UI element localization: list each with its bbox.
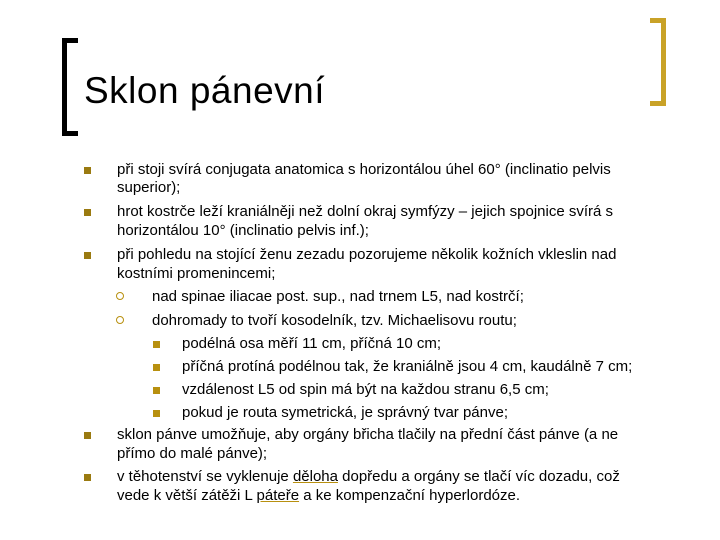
bullet-3-subsub-1: podélná osa měří 11 cm, příčná 10 cm; [182,335,442,352]
bullet-3-sub-2: dohromady to tvoří kosodelník, tzv. Michaelisovu routu; [152,312,517,329]
bullet-5-text-d: a ke kompenzační hyperlordóze. [299,487,521,504]
bullet-square-icon [84,252,91,259]
bullet-square-icon [153,410,160,417]
bullet-square-icon [153,364,160,371]
bullet-3-subsub-4: pokud je routa symetrická, je správný tvar pánve; [182,404,508,421]
bullet-1-line-2: superior); [117,179,181,196]
right-bracket-top [650,18,666,23]
bullet-square-icon [84,167,91,174]
bullet-square-icon [84,209,91,216]
bullet-square-icon [84,432,91,439]
bullet-5-text-a: v těhotenství se vyklenuje [117,468,293,485]
slide-title: Sklon pánevní [84,70,326,111]
bullet-5-line-2 [117,487,520,505]
left-bracket-decoration [62,38,78,136]
bullet-4-line-2: přímo do malé pánve); [117,445,268,462]
bullet-ring-icon [116,316,124,324]
right-bracket-decoration [650,18,666,106]
bullet-3-subsub-2: příčná protíná podélnou tak, že kraniálně jsou 4 cm, kaudálně 7 cm; [182,358,633,375]
right-bracket-bottom [650,101,666,106]
bullet-1-line-1: při stoji svírá conjugata anatomica s horizontálou úhel 60° (inclinatio pelvis [117,161,611,178]
bullet-5-text-b: dopředu a orgány se tlačí víc dozadu, což [337,468,620,485]
bullet-5-text-c: vede k větší zátěži L [117,487,257,504]
bullet-square-icon [153,341,160,348]
left-bracket-bottom [62,131,78,136]
bullet-5-line-1 [117,468,620,486]
left-bracket-top [62,38,78,43]
link-patere[interactable]: páteře [256,487,300,504]
bullet-3-line-1: při pohledu na stojící ženu zezadu pozorujeme několik kožních vkleslin nad [117,246,617,263]
bullet-square-icon [153,387,160,394]
bullet-3-line-2: kostními promenincemi; [117,265,276,282]
bullet-4-line-1: sklon pánve umožňuje, aby orgány břicha tlačily na přední část pánve (a ne [117,426,619,443]
right-bracket-stem [661,18,666,106]
bullet-2-line-1: hrot kostrče leží kraniálněji než dolní okraj symfýzy – jejich spojnice svírá s [117,203,614,220]
left-bracket-stem [62,38,67,136]
bullet-3-subsub-3: vzdálenost L5 od spin má být na každou stranu 6,5 cm; [182,381,549,398]
link-deloha[interactable]: děloha [292,468,338,485]
bullet-ring-icon [116,292,124,300]
bullet-3-sub-1: nad spinae iliacae post. sup., nad trnem L5, nad kostrčí; [152,288,524,305]
bullet-square-icon [84,474,91,481]
bullet-2-line-2: horizontálou 10° (inclinatio pelvis inf.); [117,222,369,239]
